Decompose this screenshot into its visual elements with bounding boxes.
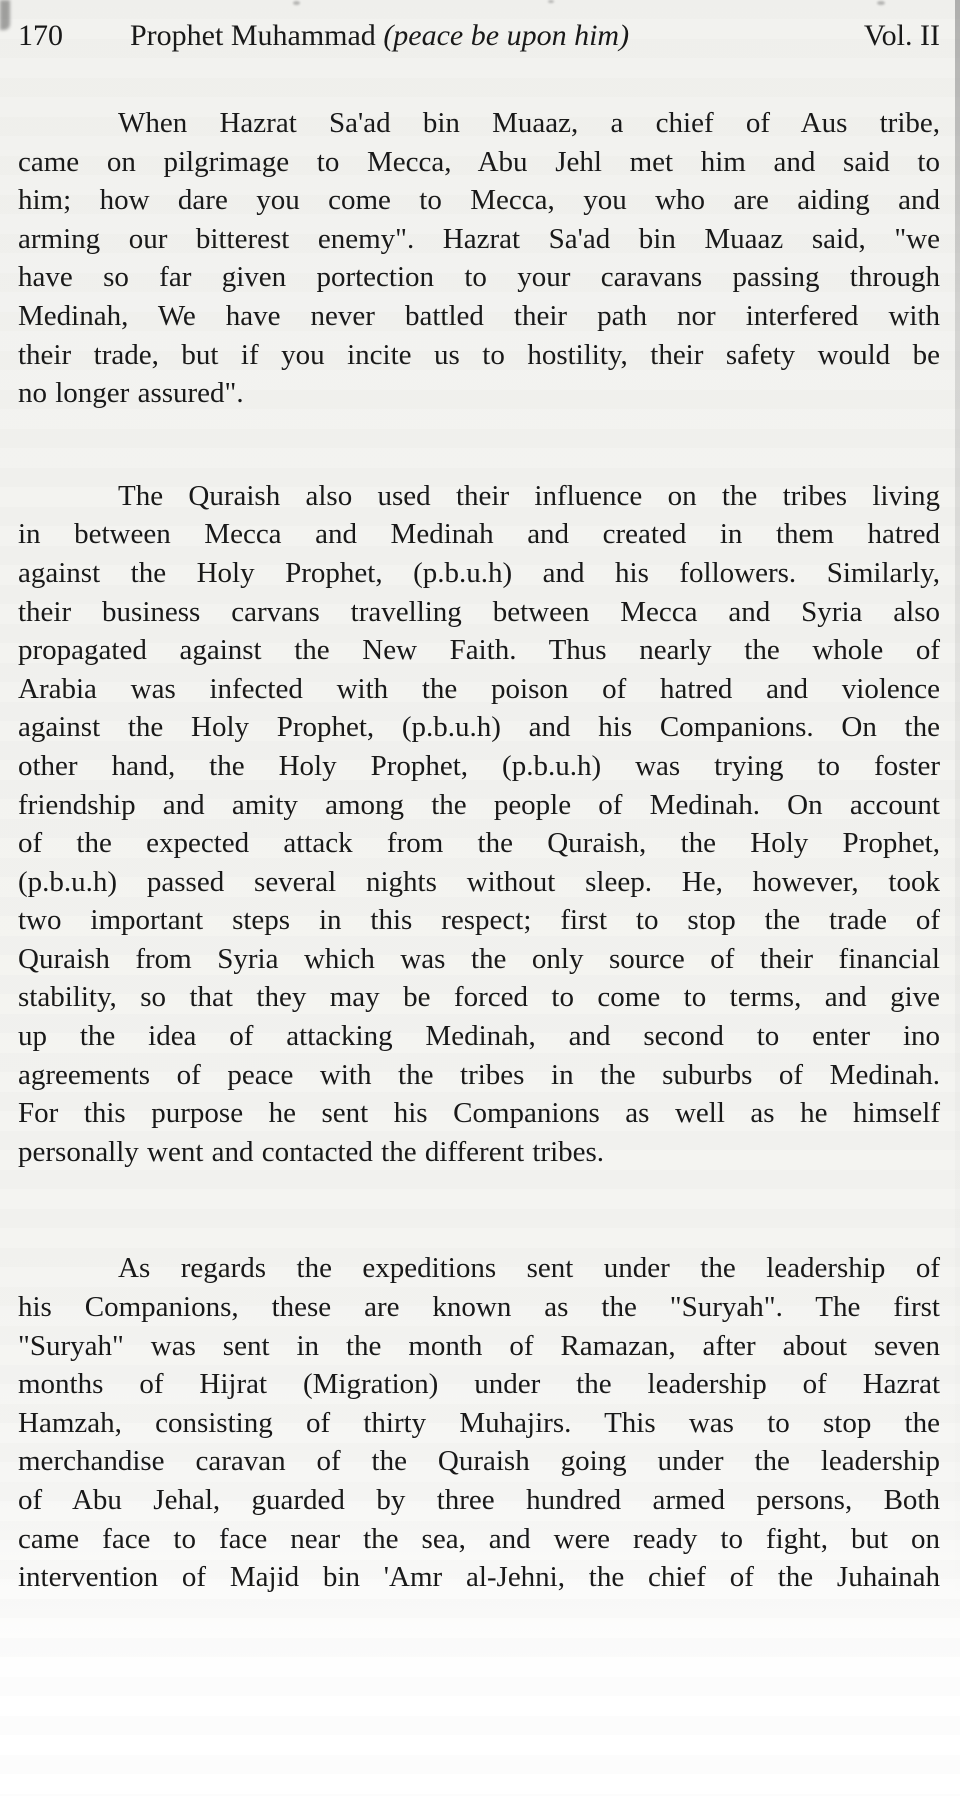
text-line: The Quraish also used their influence on the tribes living <box>118 479 940 512</box>
text-line: came on pilgrimage to Mecca, Abu Jehl met him and said to <box>18 145 940 178</box>
text-line: their business carvans travelling between Mecca and Syria also <box>18 595 940 628</box>
text-line: Arabia was infected with the poison of hatred and violence <box>18 672 940 705</box>
text-line: his Companions, these are known as the "Suryah". The first <box>18 1291 940 1324</box>
text-line: months of Hijrat (Migration) under the leadership of Hazrat <box>18 1368 940 1401</box>
text-line: Medinah, We have never battled their path nor interfered with <box>18 299 940 332</box>
text-line: arming our bitterest enemy". Hazrat Sa'ad bin Muaaz said, "we <box>18 222 940 255</box>
text-line: propagated against the New Faith. Thus nearly the whole of <box>18 634 940 667</box>
text-line: came face to face near the sea, and were ready to fight, but on <box>18 1522 940 1555</box>
running-title-italic: (peace be upon him) <box>383 19 630 52</box>
text-line: friendship and amity among the people of Medinah. On account <box>18 788 940 821</box>
text-line: in between Mecca and Medinah and created in them hatred <box>18 518 940 551</box>
text-line: of Abu Jehal, guarded by three hundred armed persons, Both <box>18 1484 940 1516</box>
page-number: 170 <box>18 19 63 52</box>
text-line: Quraish from Syria which was the only source of their financial <box>18 942 940 975</box>
running-title-text: Prophet Muhammad <box>130 19 384 52</box>
paragraph <box>18 104 940 413</box>
text-line: personally went and contacted the different tribes. <box>18 1135 605 1168</box>
text-line: stability, so that they may be forced to come to terms, and give <box>18 981 940 1014</box>
page-header <box>18 16 940 56</box>
text-line: no longer assured". <box>18 377 244 410</box>
paragraph <box>18 477 940 1172</box>
paragraph <box>18 1249 940 1596</box>
text-line: intervention of Majid bin 'Amr al-Jehni, the chief of the Juhainah <box>18 1561 940 1594</box>
text-line: against the Holy Prophet, (p.b.u.h) and his Companions. On the <box>18 711 940 744</box>
text-line: For this purpose he sent his Companions as well as he himself <box>18 1097 940 1130</box>
page-body <box>18 104 940 1597</box>
text-line: up the idea of attacking Medinah, and second to enter ino <box>18 1020 940 1053</box>
text-line: have so far given portection to your caravans passing through <box>18 261 940 294</box>
text-line: against the Holy Prophet, (p.b.u.h) and his followers. Similarly, <box>18 556 940 589</box>
text-line: other hand, the Holy Prophet, (p.b.u.h) was trying to foster <box>18 749 940 782</box>
text-line: him; how dare you come to Mecca, you who are aiding and <box>18 184 940 217</box>
text-line: (p.b.u.h) passed several nights without sleep. He, however, took <box>18 865 940 898</box>
text-line: As regards the expeditions sent under the leadership of <box>118 1252 940 1285</box>
text-line: merchandise caravan of the Quraish going under the leadership <box>18 1445 940 1478</box>
text-line: Hamzah, consisting of thirty Muhajirs. This was to stop the <box>18 1406 940 1439</box>
volume-label: Vol. II <box>863 19 940 52</box>
text-line: agreements of peace with the tribes in the suburbs of Medinah. <box>18 1058 940 1091</box>
text-line: of the expected attack from the Quraish, the Holy Prophet, <box>18 827 940 860</box>
text-line: "Suryah" was sent in the month of Ramazan, after about seven <box>18 1329 940 1362</box>
text-line: two important steps in this respect; first to stop the trade of <box>18 904 940 937</box>
text-line: When Hazrat Sa'ad bin Muaaz, a chief of Aus tribe, <box>118 107 940 139</box>
running-title <box>130 16 629 56</box>
text-line: their trade, but if you incite us to hostility, their safety would be <box>18 338 940 371</box>
